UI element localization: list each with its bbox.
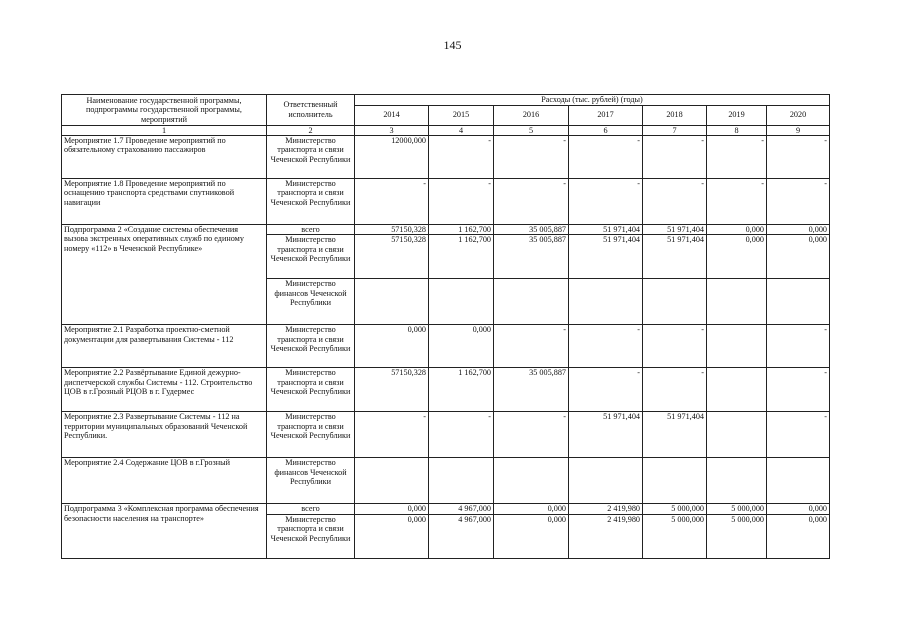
expense-value-cell: 51 971,404 (643, 235, 707, 279)
table-row (62, 178, 830, 224)
expense-value-cell (569, 279, 643, 325)
expense-value-cell: 4 967,000 (429, 504, 494, 515)
program-name-cell: Мероприятие 2.2 Развёртывание Единой дежурно-диспетчерской службы Системы - 112. Строительство ЦОВ в г.Грозный РЦОВ в г. Гудермес (62, 368, 267, 412)
expense-value-cell: 4 967,000 (429, 514, 494, 558)
expense-value-cell: 0,000 (429, 325, 494, 368)
expense-value-cell: 51 971,404 (569, 224, 643, 235)
column-number: 2 (267, 125, 355, 135)
expense-value-cell: 0,000 (494, 514, 569, 558)
expense-value-cell: 0,000 (355, 504, 429, 515)
expense-value-cell (494, 458, 569, 504)
expense-value-cell (429, 279, 494, 325)
page-number: 145 (443, 38, 462, 52)
expense-value-cell: - (643, 325, 707, 368)
expense-value-cell: - (643, 135, 707, 178)
expense-value-cell: 0,000 (767, 514, 830, 558)
expense-value-cell: - (569, 135, 643, 178)
table-row (62, 135, 830, 178)
executor-cell: Министерство транспорта и связи Чеченской Республики (267, 412, 355, 458)
header-name-column: Наименование государственной программы, подпрограммы государственной программы, мероприятий (62, 95, 267, 126)
expense-value-cell: 12000,000 (355, 135, 429, 178)
expense-value-cell: 5 000,000 (643, 504, 707, 515)
expense-value-cell (643, 279, 707, 325)
executor-cell: Министерство транспорта и связи Чеченской Республики (267, 325, 355, 368)
column-number: 5 (494, 125, 569, 135)
header-year: 2016 (494, 105, 569, 125)
expense-value-cell: 57150,328 (355, 368, 429, 412)
column-number: 6 (569, 125, 643, 135)
program-name-cell: Мероприятие 2.1 Разработка проектно-сметной документации для развертывания Системы - 112 (62, 325, 267, 368)
expense-value-cell: 5 000,000 (707, 514, 767, 558)
header-year: 2014 (355, 105, 429, 125)
expense-value-cell: 51 971,404 (643, 224, 707, 235)
expense-value-cell: 51 971,404 (569, 235, 643, 279)
table-row (62, 368, 830, 412)
expense-value-cell: 35 005,887 (494, 235, 569, 279)
executor-cell: Министерство финансов Чеченской Республики (267, 279, 355, 325)
expense-value-cell: 0,000 (767, 504, 830, 515)
header-year: 2017 (569, 105, 643, 125)
expense-value-cell: - (429, 412, 494, 458)
table-row (62, 325, 830, 368)
executor-cell: всего (267, 224, 355, 235)
expense-table-wrap (61, 94, 830, 559)
executor-cell: Министерство транспорта и связи Чеченской Республики (267, 514, 355, 558)
expense-value-cell (707, 325, 767, 368)
table-row (62, 224, 830, 235)
expense-value-cell: - (643, 178, 707, 224)
program-name-cell: Мероприятие 2.3 Развертывание Системы - 112 на территории муниципальных образований Чеченской Республики. (62, 412, 267, 458)
expense-value-cell: 5 000,000 (643, 514, 707, 558)
expense-value-cell (355, 458, 429, 504)
expense-value-cell: 0,000 (707, 235, 767, 279)
table-body (62, 135, 830, 558)
expense-value-cell: 1 162,700 (429, 224, 494, 235)
expense-value-cell: 1 162,700 (429, 235, 494, 279)
executor-cell: Министерство транспорта и связи Чеченской Республики (267, 135, 355, 178)
expense-value-cell: - (767, 325, 830, 368)
expense-value-cell: 35 005,887 (494, 224, 569, 235)
expense-value-cell: - (767, 135, 830, 178)
expense-value-cell: - (355, 412, 429, 458)
expense-value-cell: - (494, 412, 569, 458)
expense-value-cell (707, 279, 767, 325)
expense-value-cell (767, 279, 830, 325)
expense-value-cell: - (494, 135, 569, 178)
column-number: 4 (429, 125, 494, 135)
expense-value-cell: 0,000 (707, 224, 767, 235)
expense-value-cell: - (494, 325, 569, 368)
expense-value-cell: 0,000 (494, 504, 569, 515)
expense-value-cell (707, 368, 767, 412)
header-expenses-group: Расходы (тыс. рублей) (годы) (355, 95, 830, 106)
expense-value-cell: - (355, 178, 429, 224)
expense-value-cell: 57150,328 (355, 235, 429, 279)
program-name-cell: Мероприятие 2.4 Содержание ЦОВ в г.Грозный (62, 458, 267, 504)
column-number: 7 (643, 125, 707, 135)
expense-value-cell (707, 412, 767, 458)
expense-value-cell (569, 458, 643, 504)
executor-cell: Министерство транспорта и связи Чеченской Республики (267, 178, 355, 224)
expense-table (61, 94, 830, 559)
program-name-cell: Подпрограмма 2 «Создание системы обеспечения вызова экстренных оперативных служб по единому номеру «112» в Чеченской Республике» (62, 224, 267, 325)
expense-value-cell: - (707, 178, 767, 224)
expense-value-cell (429, 458, 494, 504)
expense-value-cell: 0,000 (767, 224, 830, 235)
table-row (62, 458, 830, 504)
expense-value-cell (494, 279, 569, 325)
expense-value-cell (707, 458, 767, 504)
expense-value-cell: 1 162,700 (429, 368, 494, 412)
expense-value-cell (767, 458, 830, 504)
expense-value-cell: - (569, 368, 643, 412)
expense-value-cell: - (767, 178, 830, 224)
header-year: 2018 (643, 105, 707, 125)
expense-value-cell: 51 971,404 (643, 412, 707, 458)
expense-value-cell: - (429, 135, 494, 178)
table-row (62, 504, 830, 515)
program-name-cell: Подпрограмма 3 «Комплексная программа обеспечения безопасности населения на транспорте» (62, 504, 267, 559)
expense-value-cell: - (429, 178, 494, 224)
column-number: 3 (355, 125, 429, 135)
expense-value-cell: - (767, 368, 830, 412)
column-number: 1 (62, 125, 267, 135)
expense-value-cell (643, 458, 707, 504)
expense-value-cell: 0,000 (767, 235, 830, 279)
executor-cell: Министерство транспорта и связи Чеченской Республики (267, 368, 355, 412)
table-row (62, 412, 830, 458)
header-executor-column: Ответственный исполнитель (267, 95, 355, 126)
executor-cell: Министерство транспорта и связи Чеченской Республики (267, 235, 355, 279)
expense-value-cell: 2 419,980 (569, 504, 643, 515)
column-number: 9 (767, 125, 830, 135)
expense-value-cell: - (643, 368, 707, 412)
header-year: 2015 (429, 105, 494, 125)
expense-value-cell: 35 005,887 (494, 368, 569, 412)
expense-value-cell: - (569, 178, 643, 224)
expense-value-cell: - (494, 178, 569, 224)
expense-value-cell: - (767, 412, 830, 458)
program-name-cell: Мероприятие 1.8 Проведение мероприятий по оснащению транспорта средствами спутниковой навигации (62, 178, 267, 224)
expense-value-cell (355, 279, 429, 325)
expense-value-cell: 57150,328 (355, 224, 429, 235)
program-name-cell: Мероприятие 1.7 Проведение мероприятий по обязательному страхованию пассажиров (62, 135, 267, 178)
expense-value-cell: - (707, 135, 767, 178)
expense-value-cell: 51 971,404 (569, 412, 643, 458)
expense-value-cell: 0,000 (355, 325, 429, 368)
header-year: 2019 (707, 105, 767, 125)
header-year: 2020 (767, 105, 830, 125)
expense-value-cell: 5 000,000 (707, 504, 767, 515)
column-number: 8 (707, 125, 767, 135)
executor-cell: всего (267, 504, 355, 515)
expense-value-cell: 2 419,980 (569, 514, 643, 558)
expense-value-cell: 0,000 (355, 514, 429, 558)
expense-value-cell: - (569, 325, 643, 368)
executor-cell: Министерство финансов Чеченской Республики (267, 458, 355, 504)
